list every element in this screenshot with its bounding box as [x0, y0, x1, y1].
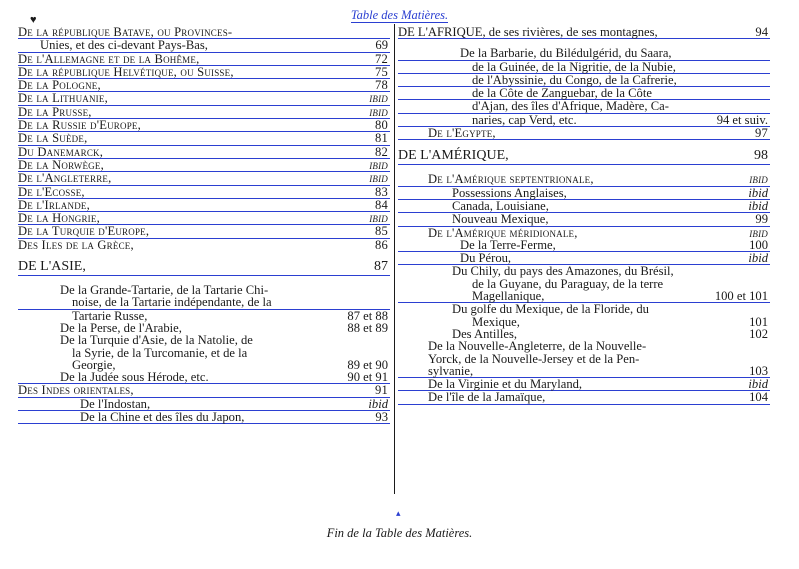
page-number: 104	[749, 390, 768, 405]
toc-entry	[18, 296, 390, 309]
toc-entry	[398, 227, 770, 239]
page-number: 100 et 101	[714, 289, 768, 304]
page-number: 98	[754, 148, 768, 164]
toc-entry	[398, 265, 770, 277]
page-header	[0, 8, 799, 23]
entry-title: naries, cap Verd, etc.	[472, 112, 577, 127]
page-number: 75	[375, 64, 388, 79]
entry-title: De l'Angleterre,	[18, 171, 112, 186]
page-number: 102	[749, 326, 768, 341]
entry-title: de l'Abyssinie, du Congo, de la Cafrerie,	[472, 72, 677, 87]
entry-title: de la Guinée, de la Nigritie, de la Nubie,	[472, 59, 676, 74]
toc-entry	[398, 391, 770, 404]
page-number: 94	[755, 25, 768, 39]
toc-entry	[18, 334, 390, 346]
entry-title: Du Pérou,	[460, 251, 512, 266]
toc-entry	[398, 127, 770, 140]
entry-title: noise, de la Tartarie indépendante, de la	[72, 295, 272, 310]
toc-entry	[18, 132, 390, 145]
toc-entry	[398, 26, 770, 39]
page-number: 94 et suiv.	[716, 112, 768, 127]
toc-entry	[398, 187, 770, 200]
toc-entry	[398, 353, 770, 365]
entry-title: De la Turquie d'Europe,	[18, 224, 150, 239]
entry-title: Des Iles de la Grèce,	[18, 237, 134, 252]
page-number: ibid	[748, 198, 768, 213]
entry-title: De la Lithuanie,	[18, 91, 108, 106]
page-number: ibid	[369, 104, 388, 119]
right-column	[398, 26, 770, 405]
entry-title: Du golfe du Mexique, de la Floride, du	[452, 302, 649, 317]
toc-entry	[18, 239, 390, 251]
toc-entry	[398, 173, 770, 186]
page-number: ibid	[369, 211, 388, 226]
entry-title: sylvanie,	[428, 363, 474, 378]
entry-title: Canada, Louisiane,	[452, 198, 549, 213]
entry-title: De l'Egypte,	[428, 126, 496, 141]
entry-title: De la Hongrie,	[18, 211, 100, 226]
ornament-dot: ▴	[396, 508, 401, 518]
entry-title: De l'Amérique méridionale,	[428, 225, 578, 240]
toc-entry	[398, 239, 770, 252]
margin-mark: ♥	[30, 14, 37, 26]
entry-title: De la Turquie d'Asie, de la Natolie, de	[60, 333, 253, 348]
entry-title: De l'Indostan,	[80, 396, 151, 411]
toc-entry	[18, 347, 390, 359]
toc-entry	[18, 186, 390, 199]
entry-title: de la Guyane, du Paraguay, de la terre	[472, 276, 664, 291]
entry-title: De la Nouvelle-Angleterre, de la Nouvelle-	[428, 339, 647, 354]
entry-title: De la Prusse,	[18, 104, 92, 119]
entry-title: Yorck, de la Nouvelle-Jersey et de la Pen-	[428, 351, 640, 366]
entry-title: Magellanique,	[472, 289, 545, 304]
page-number: 87 et 88	[347, 308, 388, 323]
entry-title: De la Chine et des îles du Japon,	[80, 410, 245, 425]
page-number: ibid	[748, 185, 768, 200]
toc-entry	[18, 225, 390, 238]
entry-title: d'Ajan, des îles d'Afrique, Madère, Ca-	[472, 99, 669, 114]
entry-title: De la Perse, de l'Arabie,	[60, 320, 182, 335]
toc-entry	[18, 411, 390, 424]
toc-entry	[18, 92, 390, 105]
page-number: ibid	[748, 251, 768, 266]
toc-entry	[398, 47, 770, 60]
entry-title: Des Antilles,	[452, 326, 518, 341]
left-column	[18, 26, 390, 424]
entry-title: Georgie,	[72, 357, 116, 372]
entry-title: De la Grande-Tartarie, de la Tartarie Chi-	[60, 283, 269, 298]
entry-title: De l'Allemagne et de la Bohême,	[18, 51, 200, 66]
toc-entry	[398, 61, 770, 74]
entry-title: De l'île de la Jamaïque,	[428, 390, 546, 405]
page-number: 82	[375, 144, 388, 159]
page-number: 80	[375, 118, 388, 133]
toc-entry	[398, 340, 770, 352]
entry-title: Possessions Anglaises,	[452, 185, 567, 200]
page-number: 99	[755, 212, 768, 227]
page-number: 88 et 89	[347, 320, 388, 335]
toc-entry	[398, 100, 770, 113]
page-number: 87	[374, 259, 388, 275]
toc-entry	[398, 303, 770, 315]
toc-entry	[18, 39, 390, 52]
column-divider	[394, 24, 395, 494]
entry-title: De la Virginie et du Maryland,	[428, 377, 583, 392]
toc-entry	[18, 53, 390, 66]
entry-title: De la Judée sous Hérode, etc.	[60, 370, 209, 385]
entry-title: De l'Amérique septentrionale,	[428, 172, 594, 187]
page-number: 72	[375, 51, 388, 66]
entry-title: De la république Batave, ou Provinces-	[18, 25, 233, 39]
page-number: 91	[375, 383, 388, 398]
page-number: 100	[749, 237, 768, 252]
page-number: 84	[375, 197, 388, 212]
page-number: 86	[375, 237, 388, 252]
page-number: ibid	[369, 171, 388, 186]
page-number: ibid	[749, 172, 768, 187]
page-number: 69	[375, 38, 388, 53]
page-number: ibid	[368, 396, 388, 411]
header-title: Table des Matières.	[350, 8, 449, 22]
page-number: 85	[375, 224, 388, 239]
entry-title: de la Côte de Zanguebar, de la Côte	[472, 86, 652, 101]
entry-title: De la Terre-Ferme,	[460, 237, 556, 252]
entry-title: Du Chily, du pays des Amazones, du Brésil,	[452, 264, 674, 279]
entry-title: la Syrie, de la Turcomanie, et de la	[72, 345, 248, 360]
page-number: ibid	[369, 157, 388, 172]
entry-title: De la Suède,	[18, 131, 88, 146]
entry-title: Des Indes orientales,	[18, 383, 134, 398]
page-number: 97	[755, 126, 768, 141]
entry-title: De l'Irlande,	[18, 197, 90, 212]
toc-entry	[18, 384, 390, 397]
toc-entry	[398, 213, 770, 226]
toc-entry	[398, 148, 770, 165]
entry-title: DE L'ASIE,	[18, 259, 86, 275]
page-number: 89 et 90	[347, 357, 388, 372]
page-number: 101	[749, 314, 768, 329]
page-number: 81	[375, 131, 388, 146]
entry-title: DE L'AFRIQUE, de ses rivières, de ses montagnes,	[398, 25, 658, 39]
page-number: 93	[375, 410, 388, 425]
page-number: ibid	[749, 225, 768, 240]
page-footer: Fin de la Table des Matières.	[326, 526, 473, 540]
entry-title: De la Pologne,	[18, 78, 101, 93]
entry-title: De la Russie d'Europe,	[18, 118, 141, 133]
entry-title: DE L'AMÉRIQUE,	[398, 148, 509, 164]
entry-title: De la Norwège,	[18, 157, 104, 172]
entry-title: Unies, et des ci-devant Pays-Bas,	[40, 38, 208, 53]
page-number: ibid	[748, 377, 768, 392]
entry-title: Mexique,	[472, 314, 520, 329]
entry-title: De l'Ecosse,	[18, 184, 85, 199]
spacer	[18, 251, 390, 259]
page-number: 78	[375, 78, 388, 93]
entry-title: Du Danemarck,	[18, 144, 104, 159]
toc-entry	[18, 259, 390, 276]
toc-entry	[18, 146, 390, 159]
page-number: 103	[749, 363, 768, 378]
page-number: 83	[375, 184, 388, 199]
page-number: 90 et 91	[347, 370, 388, 385]
entry-title: Tartarie Russe,	[72, 308, 148, 323]
entry-title: De la république Helvétique, ou Suisse,	[18, 64, 234, 79]
toc-entry	[18, 172, 390, 185]
entry-title: De la Barbarie, du Bilédulgérid, du Saara,	[460, 46, 672, 61]
entry-title: Nouveau Mexique,	[452, 212, 549, 227]
page-number: ibid	[369, 91, 388, 106]
